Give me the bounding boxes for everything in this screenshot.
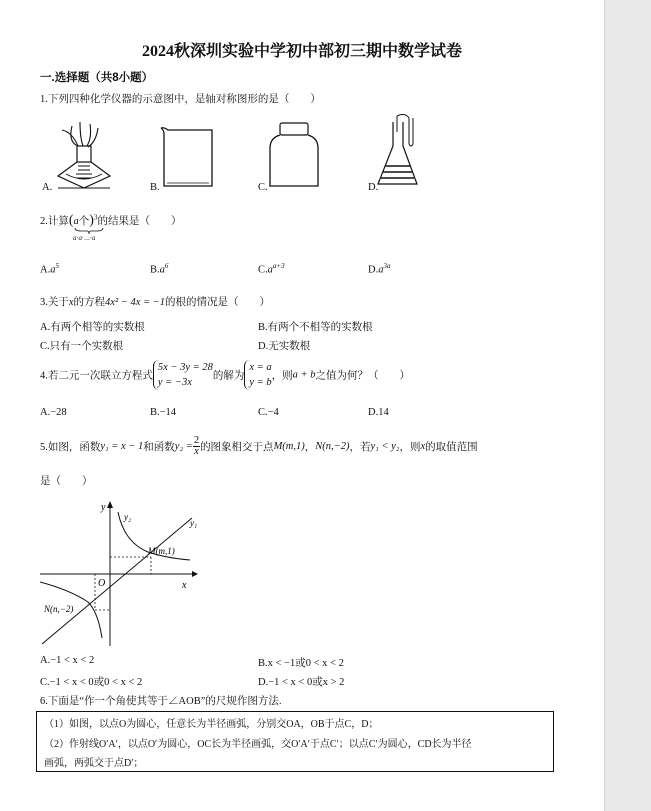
q2-option-b: $B.a^6$: [150, 262, 169, 276]
question-6-text: 6.下面是“作一个角使其等于∠AOB”的尺规作图方法.: [40, 696, 282, 707]
q4-option-a: A.−28: [40, 407, 67, 418]
alcohol-lamp-figure: [50, 118, 120, 192]
q4-option-b: B.−14: [150, 407, 177, 418]
q5-function-graph: [40, 498, 205, 648]
q4-option-c: C.−4: [258, 407, 279, 418]
bottle-figure: [266, 120, 322, 192]
y1-line: [42, 518, 192, 644]
question-1-text: 1.下列四种化学仪器的示意图中，是轴对称图形的是（ ）: [40, 94, 321, 105]
q2-option-c: $C.a^{a+3}$: [258, 262, 285, 276]
y2-label: y₂: [124, 512, 132, 522]
origin-label: O: [98, 578, 106, 589]
q5-option-c: C.−1 < x < 0或0 < x < 2: [40, 677, 143, 688]
flask-figure: [375, 114, 423, 192]
question-2-text: 2.计算(a个)$^3$的结果是（ ）: [40, 213, 182, 228]
point-n-label: N(n,−2): [44, 604, 74, 614]
x-axis-arrow: [192, 571, 198, 577]
question-5-text: 5.如图，函数y₁ = x − 1和函数y₂ = $\frac{2}{x}$ 的图象相交于点M(m,1)，N(n,−2)，若y₁ < y₂，则x的取值范围: [40, 435, 478, 457]
q5-fraction: $\frac{2}{x}$: [193, 435, 200, 457]
viewer-side-panel: [604, 0, 651, 811]
q1-option-a: A.: [42, 182, 53, 193]
q1-option-c: C.: [258, 182, 268, 193]
q6-step-2: （2）作射线O′A′，以点O′为圆心，OC长为半径画弧，交O′A′于点C′；以点C′为圆心，CD长为半径: [44, 739, 472, 750]
question-4-text: 4.若二元一次联立方程式 5x − 3y = 28 y = −3x 的解为 x = a y = b ，则a + b之值为何？（ ）: [40, 362, 410, 388]
q6-step-2-continued: 画弧，两弧交于点D′；: [44, 758, 144, 769]
q2-suffix: 的结果是（ ）: [97, 216, 182, 227]
q4-solution: x = a y = b: [244, 360, 271, 390]
q2-prefix: 2.计算: [40, 216, 69, 227]
q2-underbrace-label: a·a·…·a: [73, 235, 96, 242]
q2-option-d: $D.a^{3a}$: [368, 262, 391, 276]
q2-exponent: 3: [93, 213, 98, 222]
q2-underbrace: [74, 227, 104, 235]
x-axis-label: x: [182, 580, 187, 591]
q5-option-b: B.x < −1或0 < x < 2: [258, 658, 344, 669]
q2-inner: 个: [78, 216, 90, 227]
q1-option-b: B.: [150, 182, 160, 193]
q6-step-1: （1）如图，以点O为圆心，任意长为半径画弧，分别交OA，OB于点C，D；: [44, 719, 379, 730]
q3-option-b: B.有两个不相等的实数根: [258, 322, 373, 333]
q3-option-d: D.无实数根: [258, 341, 311, 352]
beaker-figure: [158, 124, 216, 190]
q4-system: 5x − 3y = 28 y = −3x: [153, 360, 213, 390]
q4-option-d: D.14: [368, 407, 389, 418]
y-axis-arrow: [107, 501, 113, 508]
y1-label: y₁: [190, 518, 198, 528]
q5-option-d: D.−1 < x < 0或x > 2: [258, 677, 345, 688]
question-3-text: 3.关于x的方程4x² − 4x = −1的根的情况是（ ）: [40, 297, 271, 308]
q2-option-a: $A.a^5$: [40, 262, 59, 276]
q3-option-a: A.有两个相等的实数根: [40, 322, 145, 333]
q3-option-c: C.只有一个实数根: [40, 341, 124, 352]
q5-option-a: A.−1 < x < 2: [40, 655, 95, 666]
q2-base: a: [73, 216, 79, 227]
page-title: 2024秋深圳实验中学初中部初三期中数学试卷: [141, 43, 462, 60]
point-m-label: M(m,1): [148, 546, 175, 556]
question-5-line2: 是（ ）: [40, 476, 93, 487]
q1-option-d: D.: [368, 182, 379, 193]
section-heading: 一.选择题（共8小题）: [40, 72, 154, 84]
q3-equation: 4x² − 4x = −1: [105, 297, 166, 308]
y-axis-label: y: [101, 502, 106, 513]
